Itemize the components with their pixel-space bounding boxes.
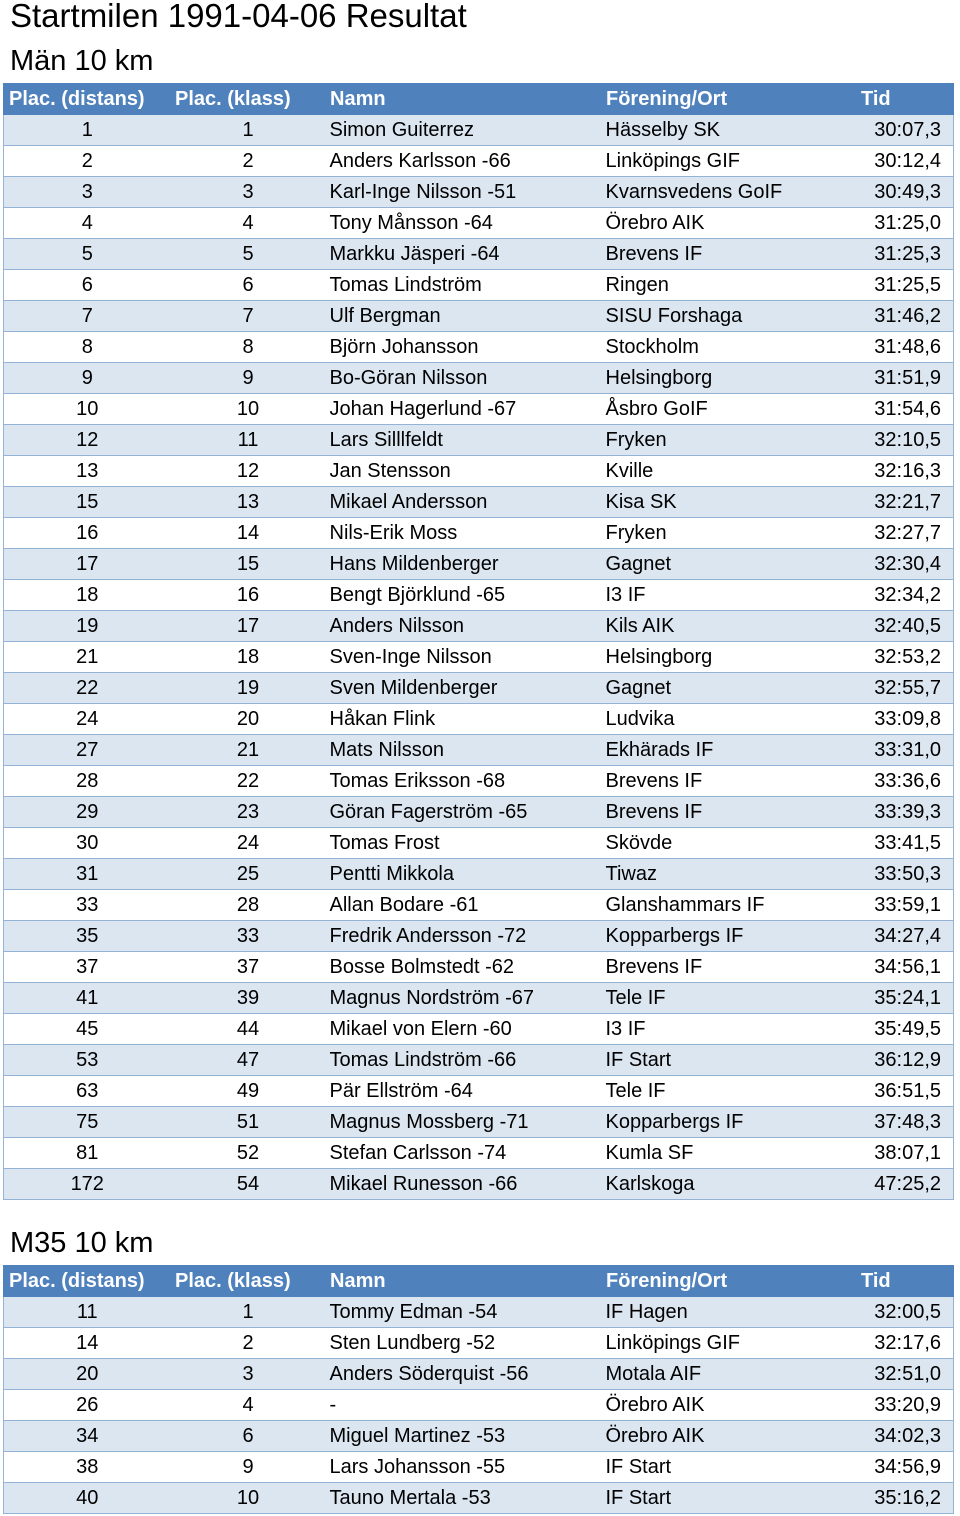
table-row xyxy=(4,828,954,859)
cell-time: 32:17,6 xyxy=(832,1328,954,1359)
cell-place-class: 6 xyxy=(171,270,326,301)
cell-place-class: 6 xyxy=(171,1421,326,1452)
cell-place-class: 18 xyxy=(171,642,326,673)
cell-time: 33:31,0 xyxy=(832,735,954,766)
cell-club: Stockholm xyxy=(602,332,832,363)
cell-club: Brevens IF xyxy=(602,766,832,797)
cell-club: IF Start xyxy=(602,1045,832,1076)
cell-place-class: 12 xyxy=(171,456,326,487)
cell-time: 31:48,6 xyxy=(832,332,954,363)
cell-time: 35:24,1 xyxy=(832,983,954,1014)
cell-place-distance: 14 xyxy=(4,1328,171,1359)
cell-time: 32:00,5 xyxy=(832,1297,954,1328)
cell-club: I3 IF xyxy=(602,580,832,611)
cell-place-distance: 29 xyxy=(4,797,171,828)
cell-place-distance: 33 xyxy=(4,890,171,921)
cell-time: 32:55,7 xyxy=(832,673,954,704)
cell-time: 32:40,5 xyxy=(832,611,954,642)
cell-name: Lars Johansson -55 xyxy=(326,1452,602,1483)
cell-name: Hans Mildenberger xyxy=(326,549,602,580)
cell-place-distance: 38 xyxy=(4,1452,171,1483)
cell-place-class: 2 xyxy=(171,146,326,177)
cell-time: 33:09,8 xyxy=(832,704,954,735)
cell-time: 36:12,9 xyxy=(832,1045,954,1076)
table-row xyxy=(4,146,954,177)
cell-club: Brevens IF xyxy=(602,797,832,828)
cell-place-class: 1 xyxy=(171,115,326,146)
cell-club: Tele IF xyxy=(602,983,832,1014)
cell-place-distance: 12 xyxy=(4,425,171,456)
cell-place-distance: 3 xyxy=(4,177,171,208)
cell-time: 34:56,9 xyxy=(832,1452,954,1483)
cell-place-distance: 37 xyxy=(4,952,171,983)
cell-club: Hässelby SK xyxy=(602,115,832,146)
cell-club: SISU Forshaga xyxy=(602,301,832,332)
cell-place-distance: 11 xyxy=(4,1297,171,1328)
cell-place-class: 33 xyxy=(171,921,326,952)
cell-place-class: 11 xyxy=(171,425,326,456)
cell-time: 32:27,7 xyxy=(832,518,954,549)
cell-club: Örebro AIK xyxy=(602,1390,832,1421)
cell-name: Bosse Bolmstedt -62 xyxy=(326,952,602,983)
cell-place-class: 1 xyxy=(171,1297,326,1328)
cell-place-class: 2 xyxy=(171,1328,326,1359)
table-row xyxy=(4,332,954,363)
cell-place-class: 44 xyxy=(171,1014,326,1045)
cell-name: Björn Johansson xyxy=(326,332,602,363)
cell-name: Mikael Andersson xyxy=(326,487,602,518)
cell-place-distance: 4 xyxy=(4,208,171,239)
table-row xyxy=(4,611,954,642)
table-row xyxy=(4,1359,954,1390)
cell-place-distance: 81 xyxy=(4,1138,171,1169)
table-row xyxy=(4,1076,954,1107)
cell-club: Ludvika xyxy=(602,704,832,735)
table-row xyxy=(4,890,954,921)
cell-time: 31:46,2 xyxy=(832,301,954,332)
table-row xyxy=(4,487,954,518)
table-row xyxy=(4,797,954,828)
cell-name: Miguel Martinez -53 xyxy=(326,1421,602,1452)
cell-time: 31:25,0 xyxy=(832,208,954,239)
cell-time: 32:34,2 xyxy=(832,580,954,611)
cell-place-class: 7 xyxy=(171,301,326,332)
cell-place-distance: 13 xyxy=(4,456,171,487)
cell-club: Motala AIF xyxy=(602,1359,832,1390)
cell-name: Magnus Nordström -67 xyxy=(326,983,602,1014)
cell-place-distance: 17 xyxy=(4,549,171,580)
cell-place-distance: 2 xyxy=(4,146,171,177)
cell-name: Tony Månsson -64 xyxy=(326,208,602,239)
table-row xyxy=(4,952,954,983)
cell-time: 32:30,4 xyxy=(832,549,954,580)
cell-name: Tauno Mertala -53 xyxy=(326,1483,602,1514)
cell-club: Ekhärads IF xyxy=(602,735,832,766)
cell-name: Tomas Eriksson -68 xyxy=(326,766,602,797)
cell-club: Glanshammars IF xyxy=(602,890,832,921)
cell-name: Allan Bodare -61 xyxy=(326,890,602,921)
table-row xyxy=(4,1390,954,1421)
table-row xyxy=(4,208,954,239)
table-row xyxy=(4,1483,954,1514)
cell-place-class: 5 xyxy=(171,239,326,270)
cell-club: Tele IF xyxy=(602,1076,832,1107)
cell-name: Stefan Carlsson -74 xyxy=(326,1138,602,1169)
cell-club: Fryken xyxy=(602,425,832,456)
cell-place-class: 51 xyxy=(171,1107,326,1138)
column-header-place-class: Plac. (klass) xyxy=(171,1266,326,1297)
cell-time: 33:59,1 xyxy=(832,890,954,921)
cell-time: 32:10,5 xyxy=(832,425,954,456)
column-header-time: Tid xyxy=(832,1266,954,1297)
cell-name: Sten Lundberg -52 xyxy=(326,1328,602,1359)
cell-name: Tommy Edman -54 xyxy=(326,1297,602,1328)
cell-time: 34:02,3 xyxy=(832,1421,954,1452)
cell-club: Gagnet xyxy=(602,549,832,580)
cell-name: Magnus Mossberg -71 xyxy=(326,1107,602,1138)
results-table-men-10km xyxy=(3,83,954,1200)
cell-place-class: 37 xyxy=(171,952,326,983)
cell-time: 33:39,3 xyxy=(832,797,954,828)
cell-club: Skövde xyxy=(602,828,832,859)
cell-place-class: 9 xyxy=(171,363,326,394)
cell-name: Bengt Björklund -65 xyxy=(326,580,602,611)
column-header-club: Förening/Ort xyxy=(602,1266,832,1297)
cell-club: Fryken xyxy=(602,518,832,549)
cell-place-distance: 28 xyxy=(4,766,171,797)
cell-name: Tomas Lindström xyxy=(326,270,602,301)
cell-place-distance: 34 xyxy=(4,1421,171,1452)
cell-place-distance: 7 xyxy=(4,301,171,332)
cell-place-distance: 63 xyxy=(4,1076,171,1107)
cell-club: IF Start xyxy=(602,1483,832,1514)
cell-place-class: 52 xyxy=(171,1138,326,1169)
cell-place-distance: 35 xyxy=(4,921,171,952)
results-table-m35-10km xyxy=(3,1265,954,1514)
cell-time: 30:07,3 xyxy=(832,115,954,146)
cell-place-class: 54 xyxy=(171,1169,326,1200)
cell-place-class: 17 xyxy=(171,611,326,642)
table-row xyxy=(4,518,954,549)
table-row xyxy=(4,301,954,332)
cell-club: Karlskoga xyxy=(602,1169,832,1200)
cell-club: Åsbro GoIF xyxy=(602,394,832,425)
cell-time: 33:36,6 xyxy=(832,766,954,797)
cell-name: Fredrik Andersson -72 xyxy=(326,921,602,952)
cell-club: Linköpings GIF xyxy=(602,1328,832,1359)
table-header-row xyxy=(4,1266,954,1297)
cell-club: Kisa SK xyxy=(602,487,832,518)
cell-club: Ringen xyxy=(602,270,832,301)
cell-name: Anders Nilsson xyxy=(326,611,602,642)
column-header-place-distance: Plac. (distans) xyxy=(4,84,171,115)
table-row xyxy=(4,983,954,1014)
table-row xyxy=(4,1169,954,1200)
table-row xyxy=(4,1421,954,1452)
cell-time: 38:07,1 xyxy=(832,1138,954,1169)
section-heading-men-10km: Män 10 km xyxy=(10,45,154,77)
cell-place-distance: 53 xyxy=(4,1045,171,1076)
cell-name: Mikael von Elern -60 xyxy=(326,1014,602,1045)
cell-place-class: 4 xyxy=(171,1390,326,1421)
cell-time: 35:49,5 xyxy=(832,1014,954,1045)
cell-place-class: 22 xyxy=(171,766,326,797)
table-row xyxy=(4,270,954,301)
cell-name: Mikael Runesson -66 xyxy=(326,1169,602,1200)
table-row xyxy=(4,549,954,580)
cell-place-distance: 20 xyxy=(4,1359,171,1390)
cell-club: Brevens IF xyxy=(602,239,832,270)
cell-time: 34:56,1 xyxy=(832,952,954,983)
cell-name: Nils-Erik Moss xyxy=(326,518,602,549)
cell-place-class: 15 xyxy=(171,549,326,580)
cell-place-distance: 8 xyxy=(4,332,171,363)
cell-time: 35:16,2 xyxy=(832,1483,954,1514)
cell-place-distance: 5 xyxy=(4,239,171,270)
cell-time: 32:21,7 xyxy=(832,487,954,518)
cell-name: Markku Jäsperi -64 xyxy=(326,239,602,270)
table-row xyxy=(4,1297,954,1328)
cell-place-class: 10 xyxy=(171,394,326,425)
table-row xyxy=(4,425,954,456)
cell-place-distance: 75 xyxy=(4,1107,171,1138)
cell-time: 34:27,4 xyxy=(832,921,954,952)
column-header-name: Namn xyxy=(326,1266,602,1297)
cell-place-distance: 45 xyxy=(4,1014,171,1045)
cell-club: Helsingborg xyxy=(602,363,832,394)
cell-place-distance: 19 xyxy=(4,611,171,642)
cell-place-class: 28 xyxy=(171,890,326,921)
cell-place-distance: 6 xyxy=(4,270,171,301)
table-row xyxy=(4,1107,954,1138)
cell-time: 32:53,2 xyxy=(832,642,954,673)
cell-name: Jan Stensson xyxy=(326,456,602,487)
cell-place-distance: 1 xyxy=(4,115,171,146)
column-header-place-distance: Plac. (distans) xyxy=(4,1266,171,1297)
cell-place-class: 20 xyxy=(171,704,326,735)
cell-place-class: 9 xyxy=(171,1452,326,1483)
table-row xyxy=(4,766,954,797)
cell-place-class: 3 xyxy=(171,1359,326,1390)
cell-time: 31:25,5 xyxy=(832,270,954,301)
cell-place-distance: 16 xyxy=(4,518,171,549)
cell-time: 36:51,5 xyxy=(832,1076,954,1107)
cell-name: Sven Mildenberger xyxy=(326,673,602,704)
column-header-time: Tid xyxy=(832,84,954,115)
cell-place-distance: 24 xyxy=(4,704,171,735)
cell-time: 32:16,3 xyxy=(832,456,954,487)
table-row xyxy=(4,673,954,704)
cell-time: 33:20,9 xyxy=(832,1390,954,1421)
cell-club: Kville xyxy=(602,456,832,487)
cell-name: - xyxy=(326,1390,602,1421)
cell-name: Pentti Mikkola xyxy=(326,859,602,890)
cell-name: Simon Guiterrez xyxy=(326,115,602,146)
cell-place-distance: 172 xyxy=(4,1169,171,1200)
cell-name: Pär Ellström -64 xyxy=(326,1076,602,1107)
cell-place-class: 39 xyxy=(171,983,326,1014)
cell-place-class: 23 xyxy=(171,797,326,828)
table-row xyxy=(4,1045,954,1076)
cell-place-distance: 40 xyxy=(4,1483,171,1514)
cell-place-class: 49 xyxy=(171,1076,326,1107)
cell-club: Tiwaz xyxy=(602,859,832,890)
cell-name: Tomas Lindström -66 xyxy=(326,1045,602,1076)
column-header-place-class: Plac. (klass) xyxy=(171,84,326,115)
cell-place-distance: 10 xyxy=(4,394,171,425)
cell-place-class: 21 xyxy=(171,735,326,766)
cell-name: Johan Hagerlund -67 xyxy=(326,394,602,425)
table-row xyxy=(4,704,954,735)
table-row xyxy=(4,177,954,208)
column-header-name: Namn xyxy=(326,84,602,115)
cell-place-class: 13 xyxy=(171,487,326,518)
cell-name: Bo-Göran Nilsson xyxy=(326,363,602,394)
table-row xyxy=(4,394,954,425)
cell-club: Kumla SF xyxy=(602,1138,832,1169)
cell-club: Brevens IF xyxy=(602,952,832,983)
cell-time: 47:25,2 xyxy=(832,1169,954,1200)
cell-place-distance: 31 xyxy=(4,859,171,890)
cell-place-class: 16 xyxy=(171,580,326,611)
table-row xyxy=(4,735,954,766)
table-row xyxy=(4,642,954,673)
cell-time: 33:50,3 xyxy=(832,859,954,890)
cell-club: Kopparbergs IF xyxy=(602,921,832,952)
table-row xyxy=(4,115,954,146)
cell-place-distance: 41 xyxy=(4,983,171,1014)
cell-name: Karl-Inge Nilsson -51 xyxy=(326,177,602,208)
cell-name: Anders Söderquist -56 xyxy=(326,1359,602,1390)
cell-place-class: 25 xyxy=(171,859,326,890)
cell-time: 30:12,4 xyxy=(832,146,954,177)
cell-place-class: 3 xyxy=(171,177,326,208)
cell-place-class: 10 xyxy=(171,1483,326,1514)
cell-time: 32:51,0 xyxy=(832,1359,954,1390)
cell-place-distance: 30 xyxy=(4,828,171,859)
table-row xyxy=(4,921,954,952)
table-row xyxy=(4,1452,954,1483)
cell-place-distance: 22 xyxy=(4,673,171,704)
cell-name: Anders Karlsson -66 xyxy=(326,146,602,177)
cell-name: Mats Nilsson xyxy=(326,735,602,766)
table-row xyxy=(4,580,954,611)
cell-club: IF Hagen xyxy=(602,1297,832,1328)
cell-place-distance: 9 xyxy=(4,363,171,394)
cell-time: 37:48,3 xyxy=(832,1107,954,1138)
table-row xyxy=(4,859,954,890)
cell-place-distance: 21 xyxy=(4,642,171,673)
cell-name: Sven-Inge Nilsson xyxy=(326,642,602,673)
cell-place-class: 19 xyxy=(171,673,326,704)
table-row xyxy=(4,456,954,487)
cell-place-distance: 18 xyxy=(4,580,171,611)
cell-club: Gagnet xyxy=(602,673,832,704)
cell-place-class: 14 xyxy=(171,518,326,549)
cell-place-class: 8 xyxy=(171,332,326,363)
cell-club: Kvarnsvedens GoIF xyxy=(602,177,832,208)
page-title: Startmilen 1991-04-06 Resultat xyxy=(10,0,467,34)
cell-name: Ulf Bergman xyxy=(326,301,602,332)
table-row xyxy=(4,239,954,270)
cell-club: Helsingborg xyxy=(602,642,832,673)
cell-place-distance: 26 xyxy=(4,1390,171,1421)
cell-place-class: 47 xyxy=(171,1045,326,1076)
cell-club: Örebro AIK xyxy=(602,1421,832,1452)
cell-place-class: 24 xyxy=(171,828,326,859)
cell-name: Tomas Frost xyxy=(326,828,602,859)
cell-club: Örebro AIK xyxy=(602,208,832,239)
cell-club: Linköpings GIF xyxy=(602,146,832,177)
cell-place-distance: 27 xyxy=(4,735,171,766)
cell-club: Kopparbergs IF xyxy=(602,1107,832,1138)
cell-place-distance: 15 xyxy=(4,487,171,518)
section-heading-m35-10km: M35 10 km xyxy=(10,1227,154,1259)
cell-club: I3 IF xyxy=(602,1014,832,1045)
cell-time: 31:51,9 xyxy=(832,363,954,394)
table-row xyxy=(4,1014,954,1045)
table-header-row xyxy=(4,84,954,115)
cell-name: Göran Fagerström -65 xyxy=(326,797,602,828)
cell-time: 31:25,3 xyxy=(832,239,954,270)
cell-club: IF Start xyxy=(602,1452,832,1483)
cell-name: Håkan Flink xyxy=(326,704,602,735)
table-row xyxy=(4,1138,954,1169)
cell-time: 33:41,5 xyxy=(832,828,954,859)
table-row xyxy=(4,363,954,394)
cell-club: Kils AIK xyxy=(602,611,832,642)
cell-name: Lars Silllfeldt xyxy=(326,425,602,456)
cell-time: 30:49,3 xyxy=(832,177,954,208)
cell-place-class: 4 xyxy=(171,208,326,239)
table-row xyxy=(4,1328,954,1359)
column-header-club: Förening/Ort xyxy=(602,84,832,115)
cell-time: 31:54,6 xyxy=(832,394,954,425)
